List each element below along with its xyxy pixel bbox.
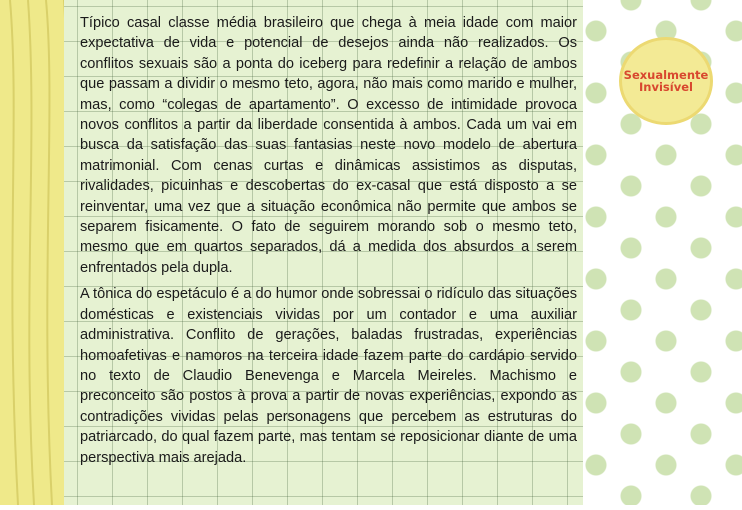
paragraph-1: Típico casal classe média brasileiro que chega à meia idade com maior expectativa de vida e potencial de desejos ainda não realizados. Os conflitos sexuais são a ponta do iceberg para redefinir a relação de ambos que passam a dividir o mesmo teto, agora, não mais como marido e mulher, mas, como “colegas de apartamento”. O excesso de intimidade provoca novos conflitos a partir da liberdade consentida à ambos. Cada um vai em busca da satisfação das suas fantasias neste novo modelo de abertura matrimonial. Com cenas curtas e dinâmicas assistimos as disputas, rivalidades, picuinhas e descobertas do ex-casal que está disposto a se reinventar, uma vez que a situação econômica não permite que ambos se separem fisicamente. O fato de seguirem morando sob o mesmo teto, mesmo que em quartos separados, dá a medida dos absurdos a serem enfrentados pela dupla. xyxy=(80,15,577,276)
paragraph-2: A tônica do espetáculo é a do humor onde sobressai o ridículo das situações domésticas e existenciais vividas por um contador e uma auxiliar administrativa. Conflito de gerações, baladas frustradas, experiências homoafetivas e namoros na terceira idade fazem parte do cardápio servido no texto de Claudio Benevenga e Marcela Meireles. Machismo e preconceito são postos à prova a partir de novas experiências, expondo as contradições vividas pelas personagens que percebem as estruturas do patriarcado, do qual fazem parte, mas tentam se reposicionar diante de uma perspectiva mais arejada. xyxy=(80,286,577,466)
synopsis-text xyxy=(80,13,577,474)
sexualmente-invisivel-logo xyxy=(619,37,713,125)
logo-text xyxy=(624,69,709,93)
logo-line-2: Invisível xyxy=(639,80,693,94)
logo-line-1: Sexualmente xyxy=(623,68,709,82)
